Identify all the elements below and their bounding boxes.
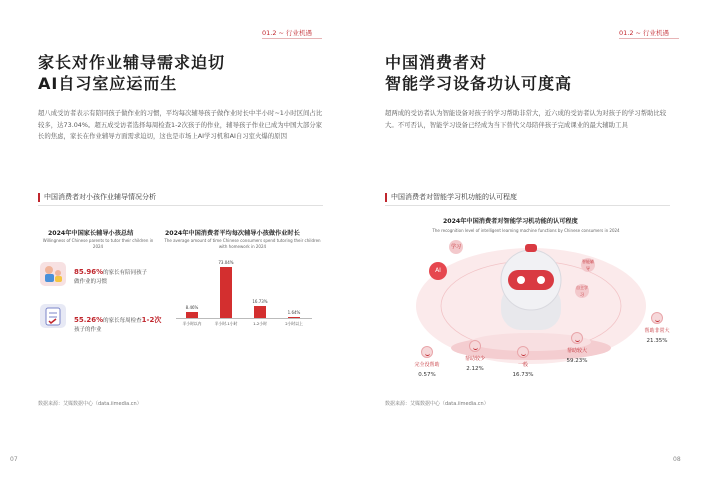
level-face-icon-3 [571, 332, 583, 344]
level-value-3: 59.23% [566, 358, 588, 364]
level-value-0: 0.57% [418, 372, 436, 378]
subsection-divider [385, 205, 670, 206]
bar-chart-axis [176, 318, 312, 319]
study-bubble: 学习 [449, 240, 463, 254]
smart-tutor-bubble: 智能辅导 [582, 259, 594, 271]
subsection-heading [385, 192, 517, 202]
bar-0 [186, 312, 198, 318]
stat-accompany [74, 268, 147, 287]
self-study-bubble: 自主学习 [576, 285, 588, 297]
body-paragraph: 超八成受访者表示有陪同孩子做作业的习惯，平均每次辅导孩子做作业时长中半小时~1小时区间占比较多，达73.04%。超五成受访者选择每周检查1-2次孩子的作业，辅导孩子作业已成为中国大部分家长的焦虑，家长在作业辅导方面需求迫切，这也是市场上AI学习机和AI自习室火爆的原因 [38, 109, 323, 140]
chart3-title: 2024年中国消费者对智能学习机功能的认可程度 [443, 218, 578, 225]
title-line-1: 中国消费者对 [385, 53, 488, 72]
heading-accent-bar [385, 193, 387, 202]
parent-child-icon [40, 262, 66, 286]
bar-category-label-3: 2小时以上 [285, 321, 303, 326]
body-paragraph: 超两成的受访者认为智能设备对孩子的学习帮助非常大，近六成的受访者认为对孩子的学习帮助比较大。不可否认，智能学习设备已经成为当下替代父母陪伴孩子完成课业的最大辅助工具 [385, 109, 667, 129]
level-label-4: 帮助非常大 [644, 328, 670, 334]
stat-check-text-b: 孩子的作业 [74, 327, 102, 333]
title-line-1: 家长对作业辅导需求迫切 [38, 53, 226, 72]
stat-check-value: 55.26% [74, 316, 104, 324]
chart1-subtitle: Willingness of Chinese parents to tutor their children in 2024 [42, 238, 154, 249]
bar-value-label-1: 73.04% [218, 259, 234, 265]
section-divider [262, 38, 322, 39]
level-label-3: 帮助较大 [566, 348, 587, 354]
page-title [38, 52, 225, 94]
bar-value-label-2: 16.73% [252, 299, 268, 305]
section-divider [619, 38, 679, 39]
data-source: 数据来源：艾媒数据中心（data.iimedia.cn） [38, 401, 142, 407]
ai-bubble: AI [429, 262, 447, 280]
chart3-subtitle: The recognition level of intelligent learning machine functions by Chinese consumers in 2024 [432, 228, 620, 233]
subsection-divider [38, 205, 323, 206]
bar-3 [288, 317, 300, 318]
stat-accompany-text-b: 做作业的习惯 [74, 279, 108, 285]
bar-1 [220, 267, 232, 318]
stat-check [74, 316, 161, 335]
level-value-1: 2.12% [466, 366, 484, 372]
robot-illustration [411, 236, 651, 366]
level-value-4: 21.35% [646, 338, 668, 344]
bar-value-label-3: 1.64% [287, 309, 301, 315]
page-number: 08 [673, 456, 681, 463]
chart2-title: 2024年中国消费者平均每次辅导小孩做作业时长 [165, 230, 300, 237]
level-label-1: 帮助较少 [464, 356, 485, 362]
heading-accent-bar [38, 193, 40, 202]
stat-accompany-text-a: 的家长有陪同孩子 [103, 270, 148, 276]
stat-accompany-value: 85.96% [74, 268, 104, 276]
level-face-icon-2 [517, 346, 529, 358]
page-title [385, 52, 572, 94]
page-number: 07 [10, 456, 18, 463]
chart1-title: 2024年中国家长辅导小孩总结 [48, 230, 134, 237]
chart2-subtitle: The average amount of time Chinese consumers spend tutoring their children with homework in 2024 [164, 238, 321, 249]
bar-category-label-0: 半小时以内 [182, 321, 202, 326]
level-label-2: 一般 [517, 362, 528, 368]
level-value-2: 16.73% [512, 372, 534, 378]
section-tag: 01.2 ~ 行业机遇 [262, 29, 313, 37]
level-face-icon-1 [469, 340, 481, 352]
data-source: 数据来源：艾媒数据中心（data.iimedia.cn） [385, 401, 489, 407]
level-face-icon-4 [651, 312, 663, 324]
title-line-2: AI自习室应运而生 [38, 74, 178, 93]
bar-value-label-0: 8.46% [185, 305, 199, 311]
level-label-0: 完全没帮助 [414, 362, 440, 368]
title-line-2: 智能学习设备功认可度高 [385, 74, 573, 93]
bar-category-label-2: 1-2小时 [253, 321, 267, 326]
subsection-heading-text: 中国消费者对小孩作业辅导情况分析 [44, 193, 156, 201]
stat-check-freq: 1-2次 [141, 316, 162, 324]
level-face-icon-0 [421, 346, 433, 358]
right-page [351, 0, 702, 480]
homework-check-icon [40, 304, 66, 328]
subsection-heading [38, 192, 156, 202]
stat-check-text-a: 的家长每周检查 [103, 318, 142, 324]
bar-2 [254, 306, 266, 318]
subsection-heading-text: 中国消费者对智能学习机功能的认可程度 [391, 193, 517, 201]
section-tag: 01.2 ~ 行业机遇 [619, 29, 670, 37]
bar-category-label-1: 半小时-1小时 [214, 321, 238, 326]
